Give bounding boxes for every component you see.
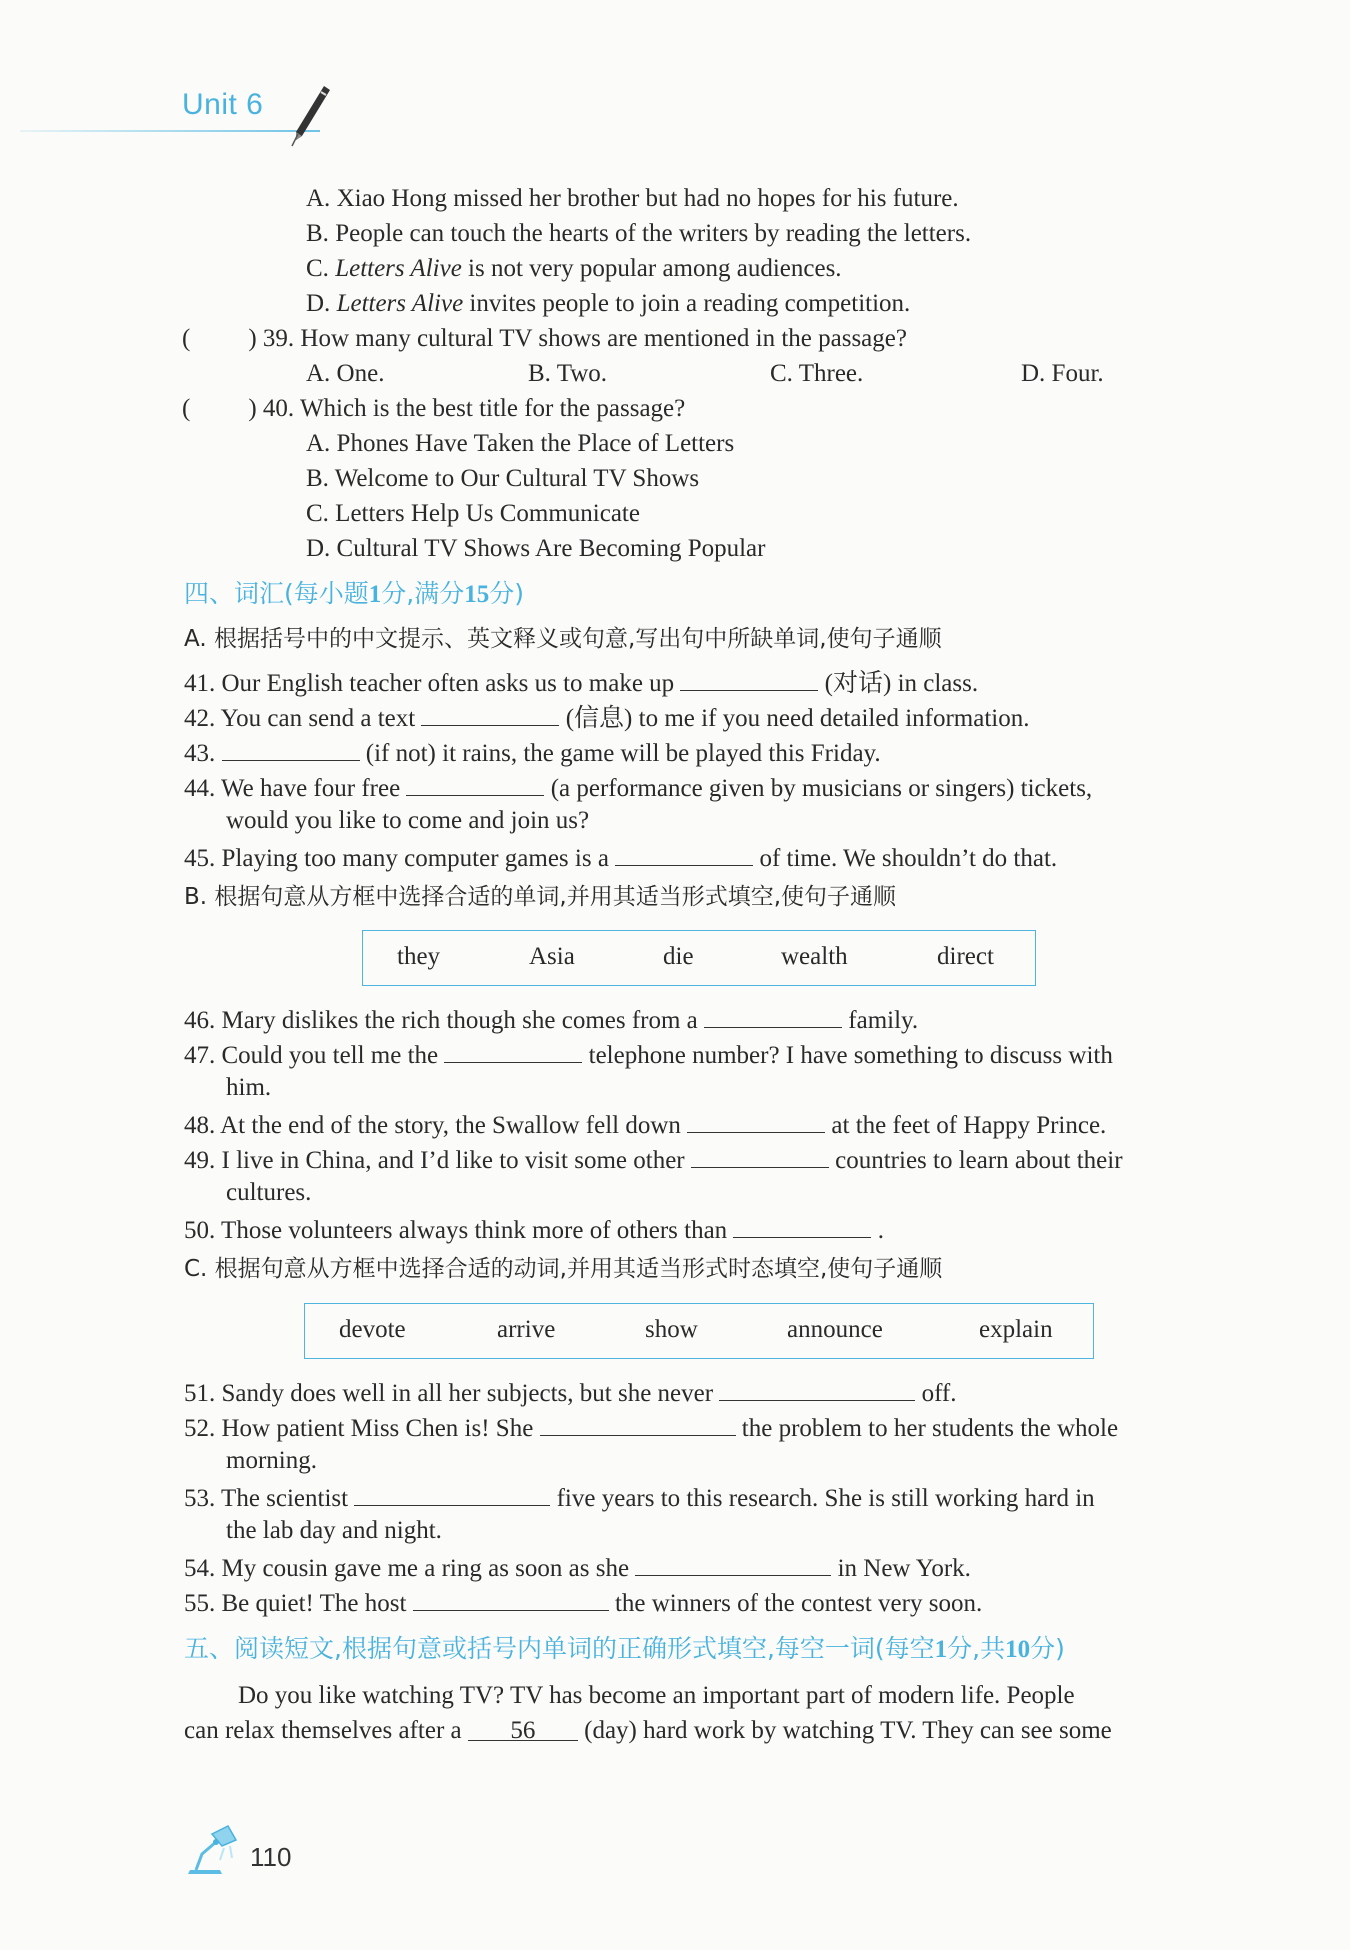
q42: 42. You can send a text (信息) to me if you need detailed information. — [184, 701, 1030, 734]
pen-icon — [288, 84, 332, 148]
desk-lamp-icon — [182, 1820, 242, 1880]
q45: 45. Playing too many computer games is a of time. We shouldn’t do that. — [184, 841, 1057, 874]
q50: 50. Those volunteers always think more of others than . — [184, 1213, 884, 1246]
q40-option-c: C. Letters Help Us Communicate — [306, 500, 640, 527]
q47-blank[interactable] — [444, 1038, 582, 1063]
word-box-b-item: wealth — [781, 943, 848, 970]
q44: 44. We have four free (a performance given by musicians or singers) tickets, — [184, 771, 1092, 804]
q46-blank[interactable] — [704, 1003, 842, 1028]
q39-option-a: A. One. — [306, 360, 385, 387]
word-box-b-item: Asia — [529, 943, 575, 970]
q52-blank[interactable] — [540, 1411, 736, 1436]
section4-part-a-instruction: A. 根据括号中的中文提示、英文释义或句意,写出句中所缺单词,使句子通顺 — [184, 626, 942, 652]
page-number: 110 — [250, 1842, 292, 1872]
q42-blank[interactable] — [421, 701, 559, 726]
q40-option-b: B. Welcome to Our Cultural TV Shows — [306, 465, 700, 492]
q38-option-b: B. People can touch the hearts of the writers by reading the letters. — [306, 220, 972, 247]
section5-title: 五、阅读短文,根据句意或括号内单词的正确形式填空,每空一词(每空1分,共10分) — [184, 1634, 1065, 1663]
word-box-c-item: announce — [787, 1316, 883, 1343]
word-box-c — [304, 1303, 1094, 1359]
word-box-b-item: die — [663, 943, 694, 970]
q41: 41. Our English teacher often asks us to make up (对话) in class. — [184, 666, 978, 699]
q48: 48. At the end of the story, the Swallow fell down at the feet of Happy Prince. — [184, 1108, 1106, 1141]
q52-continued: morning. — [226, 1447, 317, 1474]
q44-blank[interactable] — [406, 771, 544, 796]
q40-stem: ( ) 40. Which is the best title for the passage? — [182, 395, 686, 422]
word-box-b-item: they — [397, 943, 441, 970]
word-box-c-item: explain — [979, 1316, 1053, 1343]
q41-blank[interactable] — [680, 666, 818, 691]
q49-blank[interactable] — [691, 1143, 829, 1168]
q54-blank[interactable] — [635, 1551, 831, 1576]
q47: 47. Could you tell me the telephone number? I have something to discuss with — [184, 1038, 1113, 1071]
q46: 46. Mary dislikes the rich though she comes from a family. — [184, 1003, 918, 1036]
q49-continued: cultures. — [226, 1179, 312, 1206]
passage-line-2: can relax themselves after a 56 (day) hard work by watching TV. They can see some — [184, 1717, 1112, 1744]
q39-option-b: B. Two. — [528, 360, 608, 387]
q53-continued: the lab day and night. — [226, 1517, 442, 1544]
q40-option-d: D. Cultural TV Shows Are Becoming Popular — [306, 535, 766, 562]
q55: 55. Be quiet! The host the winners of the contest very soon. — [184, 1586, 982, 1619]
q50-blank[interactable] — [733, 1213, 871, 1238]
q51-blank[interactable] — [719, 1376, 915, 1401]
q54: 54. My cousin gave me a ring as soon as she in New York. — [184, 1551, 971, 1584]
q52: 52. How patient Miss Chen is! She the problem to her students the whole — [184, 1411, 1118, 1444]
q44-continued: would you like to come and join us? — [226, 807, 590, 834]
q47-continued: him. — [226, 1074, 272, 1101]
q53: 53. The scientist five years to this research. She is still working hard in — [184, 1481, 1095, 1514]
q40-option-a: A. Phones Have Taken the Place of Letters — [306, 430, 735, 457]
q43: 43. (if not) it rains, the game will be played this Friday. — [184, 736, 881, 769]
q48-blank[interactable] — [687, 1108, 825, 1133]
passage-line-1: Do you like watching TV? TV has become an important part of modern life. People — [238, 1682, 1075, 1709]
word-box-c-item: show — [645, 1316, 698, 1343]
q53-blank[interactable] — [354, 1481, 550, 1506]
q39-option-c: C. Three. — [770, 360, 864, 387]
q38-option-c: C. Letters Alive is not very popular among audiences. — [306, 255, 842, 282]
q39-option-d: D. Four. — [1021, 360, 1104, 387]
word-box-b — [362, 930, 1036, 986]
blank-56[interactable]: 56 — [468, 1716, 578, 1741]
q43-blank[interactable] — [222, 736, 360, 761]
word-box-b-item: direct — [937, 943, 994, 970]
section4-part-c-instruction: C. 根据句意从方框中选择合适的动词,并用其适当形式时态填空,使句子通顺 — [184, 1256, 943, 1282]
q38-option-a: A. Xiao Hong missed her brother but had no hopes for his future. — [306, 185, 959, 212]
q38-option-d: D. Letters Alive invites people to join a reading competition. — [306, 290, 911, 317]
q39-stem: ( ) 39. How many cultural TV shows are mentioned in the passage? — [182, 325, 907, 352]
word-box-c-item: arrive — [497, 1316, 556, 1343]
unit-title: Unit 6 — [182, 88, 264, 121]
q49: 49. I live in China, and I’d like to visit some other countries to learn about their — [184, 1143, 1123, 1176]
word-box-c-item: devote — [339, 1316, 406, 1343]
section4-part-b-instruction: B. 根据句意从方框中选择合适的单词,并用其适当形式填空,使句子通顺 — [184, 884, 897, 910]
q55-blank[interactable] — [413, 1586, 609, 1611]
q51: 51. Sandy does well in all her subjects, but she never off. — [184, 1376, 957, 1409]
header-rule — [20, 130, 320, 132]
section4-title: 四、词汇(每小题1分,满分15分) — [184, 579, 524, 608]
q45-blank[interactable] — [615, 841, 753, 866]
